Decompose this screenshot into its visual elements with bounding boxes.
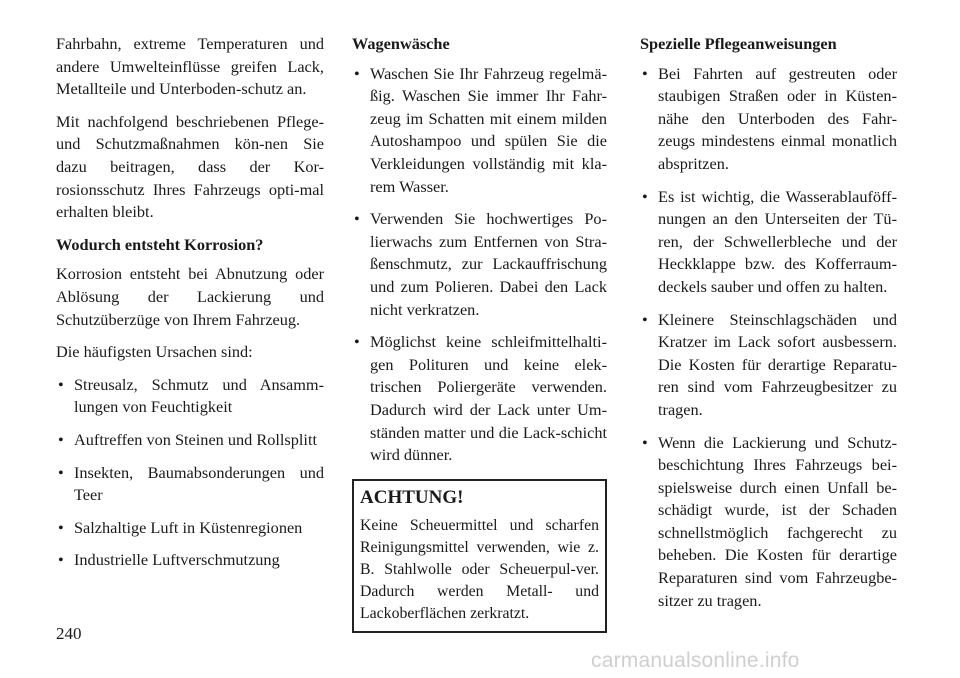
- list-item: • Verwenden Sie hochwertiges Po-lierwachs zum Entfernen von Stra-ßenschmutz, zur Lackauffrischung und zum Polieren. Dabei den Lack nicht verkratzen.: [352, 208, 607, 321]
- heading-corrosion: Wodurch entsteht Korrosion?: [56, 234, 264, 254]
- warning-text: Keine Scheuermittel und scharfen Reinigungsmittel verwenden, wie z. B. Stahlwolle oder Scheuerpul-ver. Dadurch werden Metall- und Lackoberflächen zerkratzt.: [360, 516, 599, 622]
- list-item: • Möglichst keine schleifmittelhalti-gen Polituren und keine elek-trischen Poliergeräte verwenden. Dadurch wird der Lack unter Um-ständen matter und die Lack-schicht wird dünner.: [352, 331, 607, 467]
- list-item: • Wenn die Lackierung und Schutz-beschichtung Ihres Fahrzeugs bei-spielsweise durch einen Unfall be-schädigt wurde, ist der Schaden schnellstmöglich fachgerecht zu beheben. Die Kosten für derartige Reparaturen sind vom Fahrzeugbe-sitzer zu tragen.: [640, 432, 897, 613]
- list-item: • Es ist wichtig, die Wasserablauföff-nungen an den Unterseiten der Tü-ren, der Schwellerbleche und der Heckklappe bzw. des Kofferraum-deckels sauber und offen zu halten.: [640, 186, 897, 299]
- car-wash-list: [352, 63, 607, 467]
- list-item: • Auftreffen von Steinen und Rollsplitt: [56, 429, 324, 452]
- paragraph-causes: Die häufigsten Ursachen sind:: [56, 342, 253, 362]
- page-number: 240: [56, 624, 82, 643]
- paragraph-corrosion: Korrosion entsteht bei Abnutzung oder Ablösung der Lackierung und Schutzüberzüge von Ihrem Fahrzeug.: [56, 264, 324, 329]
- heading-car-wash: Wagenwäsche: [352, 34, 450, 53]
- column-left: [56, 33, 324, 582]
- warning-title: ACHTUNG!: [360, 486, 464, 508]
- column-right: [640, 33, 897, 622]
- list-item: • Salzhaltige Luft in Küstenregionen: [56, 517, 324, 540]
- list-item: • Streusalz, Schmutz und Ansamm-lungen von Feuchtigkeit: [56, 374, 324, 419]
- list-item: • Waschen Sie Ihr Fahrzeug regelmä-ßig. Waschen Sie immer Ihr Fahr-zeug im Schatten mit einem milden Autoshampoo und spülen Sie die Verkleidungen vollständig mit kla-rem Wasser.: [352, 63, 607, 199]
- warning-box: [352, 479, 607, 633]
- list-item: • Insekten, Baumabsonderungen und Teer: [56, 462, 324, 507]
- paragraph-intro: Fahrbahn, extreme Temperaturen und andere Umwelteinflüsse greifen Lack, Metallteile und Unterboden-schutz an.: [56, 34, 324, 99]
- special-care-list: [640, 63, 897, 613]
- list-item: • Bei Fahrten auf gestreuten oder staubigen Straßen oder in Küsten-nähe den Unterboden des Fahr-zeugs mindestens einmal monatlich abspritzen.: [640, 63, 897, 176]
- list-item: • Industrielle Luftverschmutzung: [56, 549, 324, 572]
- column-middle: [352, 33, 607, 633]
- paragraph-protection: Mit nachfolgend beschriebenen Pflege- und Schutzmaßnahmen kön-nen Sie dazu beitragen, dass der Kor-rosionsschutz Ihres Fahrzeugs opti-mal erhalten bleibt.: [56, 111, 324, 222]
- heading-special-care: Spezielle Pflegeanweisungen: [640, 34, 837, 53]
- causes-list: [56, 374, 324, 572]
- watermark: carmanualsonline.info: [591, 649, 800, 672]
- list-item: • Kleinere Steinschlagschäden und Kratzer im Lack sofort ausbessern. Die Kosten für derartige Reparatu-ren sind vom Fahrzeugbesitzer zu tragen.: [640, 309, 897, 422]
